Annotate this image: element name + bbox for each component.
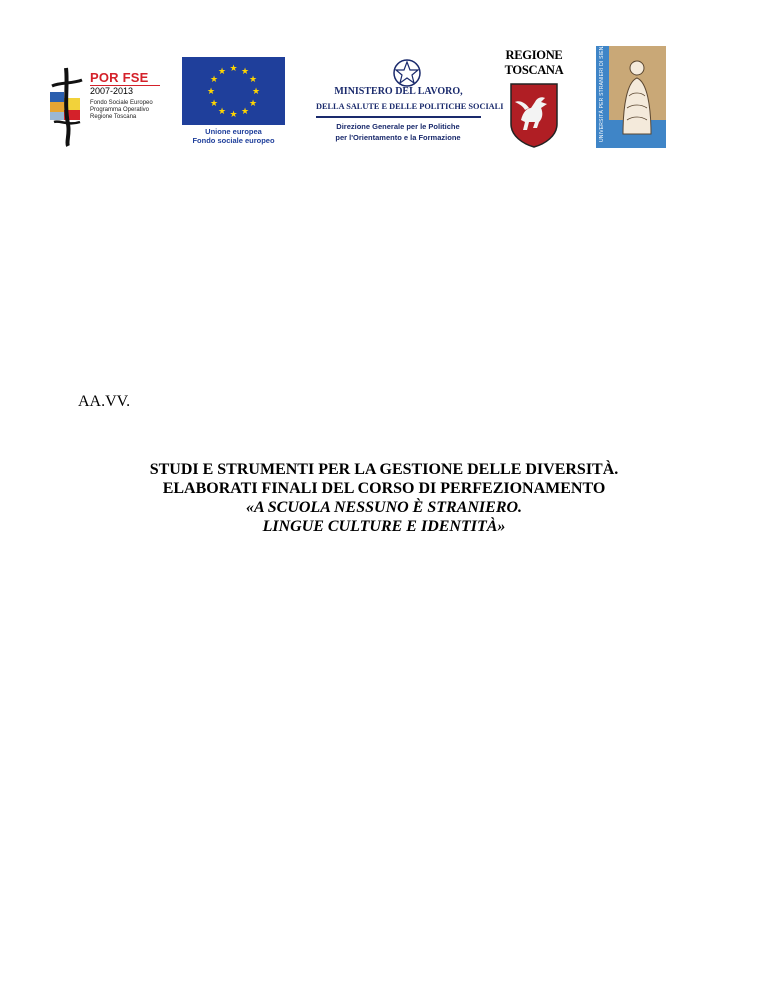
svg-text:★: ★: [217, 107, 227, 117]
ministero-logo: [316, 56, 504, 148]
pegasus-shield-icon: [509, 82, 559, 148]
title-line4: LINGUE CULTURE E IDENTITÀ»: [262, 518, 506, 535]
eu-caption-line2: Fondo sociale europeo: [192, 136, 275, 145]
siena-seal-icon: [609, 46, 666, 148]
ministero-line1: MINISTERO DEL LAVORO,: [334, 86, 463, 97]
por-fse-emblem-icon: [46, 64, 88, 148]
svg-text:★: ★: [209, 99, 219, 109]
svg-text:★: ★: [248, 99, 258, 109]
eu-logo: [182, 57, 285, 148]
siena-strip: [596, 42, 609, 148]
svg-text:★: ★: [229, 110, 238, 120]
italian-emblem-icon: [390, 56, 424, 90]
svg-text:★: ★: [217, 67, 227, 77]
por-fse-subtitle-line: Programma Operativo: [90, 107, 150, 113]
por-fse-title: POR FSE: [90, 70, 149, 85]
title-line2: ELABORATI FINALI DEL CORSO DI PERFEZIONAMENTO: [162, 480, 606, 497]
regione-toscana-line1: REGIONE: [505, 48, 563, 62]
ministero-line2: DELLA SALUTE E DELLE POLITICHE SOCIALI: [316, 102, 504, 111]
svg-text:★: ★: [206, 87, 216, 97]
ministero-line3: Direzione Generale per le Politiche: [336, 122, 460, 131]
por-fse-subtitle-line: Regione Toscana: [90, 114, 137, 120]
regione-toscana-line2: TOSCANA: [504, 63, 564, 77]
ministero-divider: [316, 116, 481, 118]
title-line1: STUDI E STRUMENTI PER LA GESTIONE DELLE DIVERSITÀ.: [149, 461, 619, 478]
document-title: [0, 460, 768, 536]
por-fse-years: 2007-2013: [90, 86, 134, 96]
svg-text:★: ★: [240, 67, 250, 77]
eu-caption-line1: Unione europea: [205, 127, 262, 136]
title-line3: «A SCUOLA NESSUNO È STRANIERO.: [245, 499, 523, 516]
svg-text:★: ★: [251, 87, 261, 97]
svg-text:★: ★: [240, 107, 250, 117]
svg-text:★: ★: [248, 75, 258, 85]
svg-text:★: ★: [209, 75, 219, 85]
por-fse-subtitle-line: Fondo Sociale Europeo: [90, 100, 153, 106]
regione-toscana-logo: [498, 48, 570, 150]
ministero-line4: per l'Orientamento e la Formazione: [335, 133, 461, 142]
eu-stars-icon: [182, 57, 285, 125]
svg-text:★: ★: [229, 64, 238, 74]
siena-strip-text: UNIVERSITÀ PER STRANIERI DI SIENA: [599, 42, 605, 142]
por-fse-logo: [46, 64, 172, 148]
authors: AA.VV.: [78, 393, 131, 410]
por-fse-subtitle: [90, 100, 170, 121]
eu-flag: [182, 57, 285, 125]
universita-siena-logo: [596, 42, 666, 148]
